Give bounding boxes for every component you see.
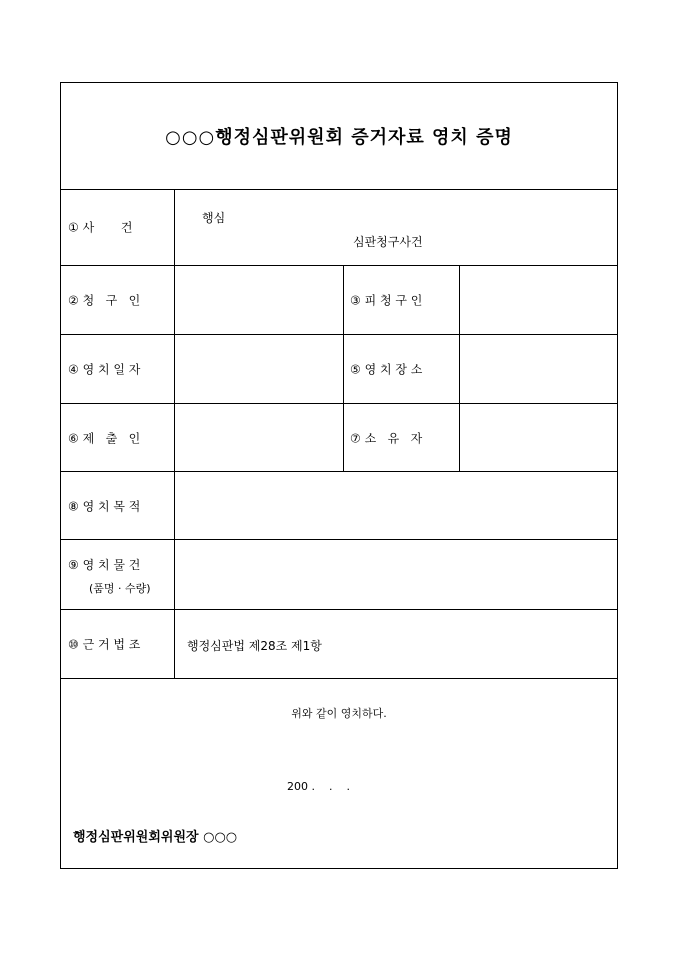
label-cell bbox=[61, 540, 175, 609]
label-cell bbox=[61, 189, 175, 265]
row-purpose bbox=[61, 472, 617, 540]
custody-place-label: ⑤ 영 치 장 소 bbox=[350, 362, 423, 377]
row-submitter bbox=[61, 404, 617, 472]
evidence-custody-form bbox=[60, 82, 618, 869]
title-section bbox=[61, 83, 617, 190]
submitter-label: ⑥ 제 출 인 bbox=[68, 431, 141, 445]
label-cell bbox=[61, 404, 175, 471]
label-cell bbox=[61, 335, 175, 403]
purpose-label: ⑧ 영 치 목 적 bbox=[68, 499, 141, 513]
claimant-label: ② 청 구 인 bbox=[68, 293, 141, 308]
legal-basis-value: 행정심판법 제28조 제1항 bbox=[187, 639, 322, 653]
sub-label-cell bbox=[343, 335, 460, 403]
case-value-line1: 행심 bbox=[202, 211, 226, 225]
date-line: 200 . . . bbox=[287, 780, 350, 793]
case-label: ① 사 건 bbox=[68, 220, 133, 235]
items-label: ⑨ 영 치 물 건 bbox=[68, 558, 141, 572]
row-legal-basis bbox=[61, 610, 617, 679]
case-value-line2: 심판청구사건 bbox=[353, 235, 423, 249]
row-claimant bbox=[61, 266, 617, 335]
label-cell bbox=[61, 266, 175, 334]
label-cell bbox=[61, 472, 175, 539]
row-case bbox=[61, 189, 617, 266]
form-title: ○○○행정심판위원회 증거자료 영치 증명 bbox=[165, 127, 513, 148]
items-sub-label: (품명 · 수량) bbox=[89, 582, 151, 595]
sub-label-cell bbox=[343, 404, 460, 471]
sub-label-cell bbox=[343, 266, 460, 334]
custody-date-label: ④ 영 치 일 자 bbox=[68, 362, 141, 377]
label-cell bbox=[61, 610, 175, 678]
owner-label: ⑦ 소 유 자 bbox=[350, 431, 423, 445]
signature-line: 행정심판위원회위원장 ○○○ bbox=[73, 830, 238, 845]
confirmation-section bbox=[61, 679, 617, 868]
row-items bbox=[61, 540, 617, 610]
row-custody-date bbox=[61, 335, 617, 404]
respondent-label: ③ 피 청 구 인 bbox=[350, 293, 423, 308]
legal-basis-label: ⑩ 근 거 법 조 bbox=[68, 637, 141, 652]
confirmation-text: 위와 같이 영치하다. bbox=[291, 707, 387, 720]
